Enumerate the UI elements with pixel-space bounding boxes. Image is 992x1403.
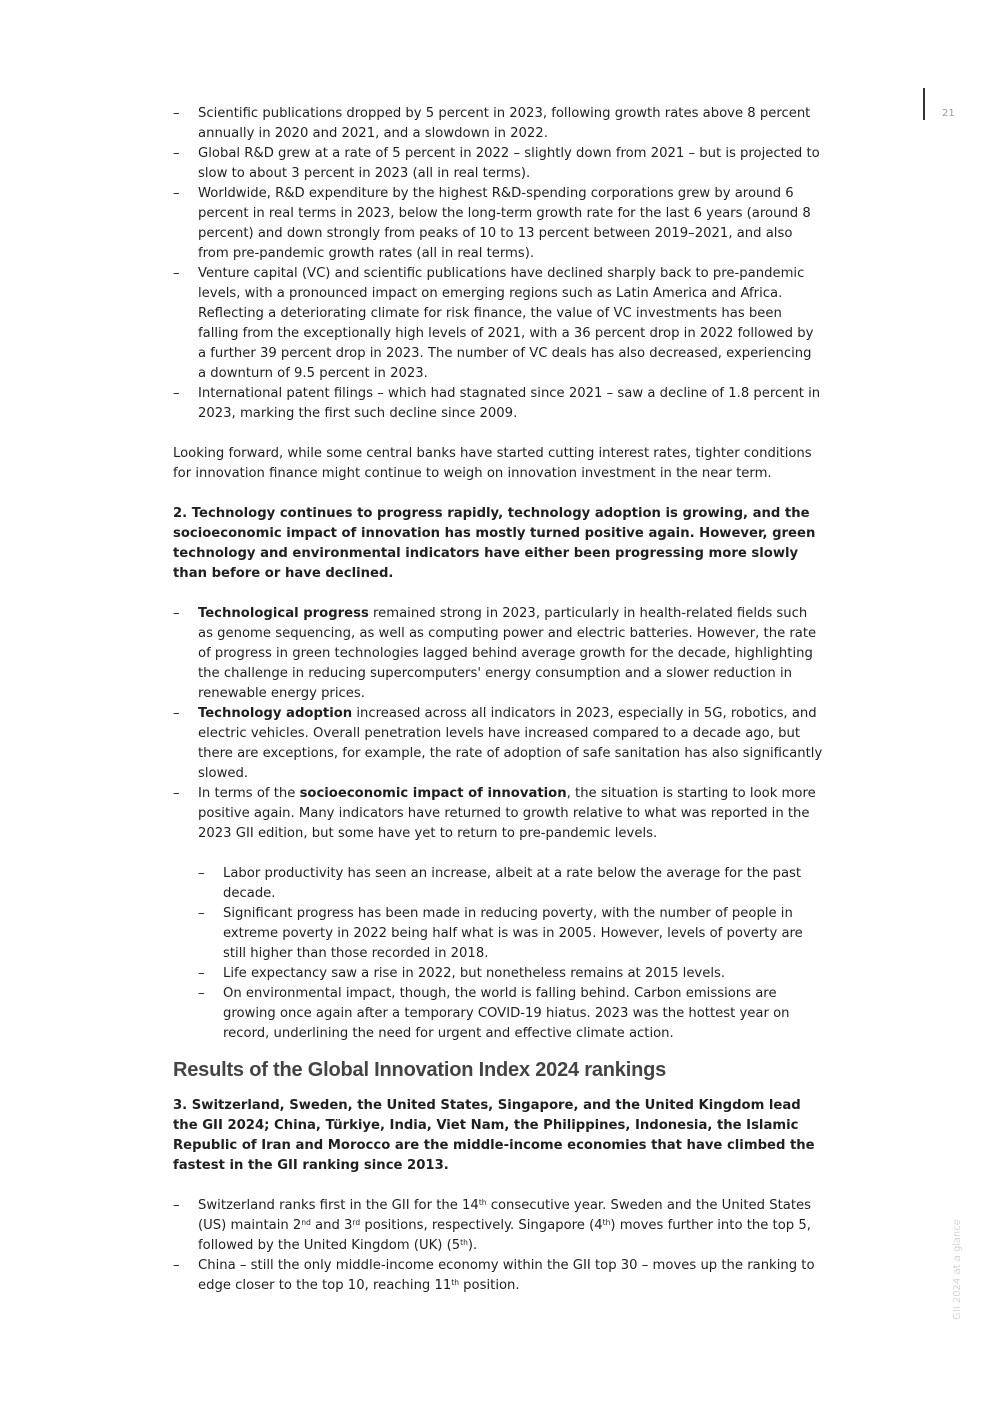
bold-term: Technology adoption: [198, 706, 353, 721]
list-item: – China – still the only middle-income economy within the GII top 30 – moves up the ranking to edge closer to the top 10, reaching 11th position.: [173, 1256, 823, 1296]
list-item: – On environmental impact, though, the world is falling behind. Carbon emissions are growing once again after a temporary COVID-19 hiatus. 2023 was the hottest year on record, underlining the need for urgent and effective climate action.: [198, 984, 823, 1044]
paragraph-looking-forward: Looking forward, while some central banks have started cutting interest rates, tighter conditions for innovation finance might continue to weigh on innovation investment in the near term.: [173, 446, 812, 481]
list-item: – Venture capital (VC) and scientific publications have declined sharply back to pre-pandemic levels, with a pronounced impact on emerging regions such as Latin America and Africa. Reflecting a deteriorating climate for risk finance, the value of VC investments has been falling from the exceptionally high levels of 2021, with a 36 percent drop in 2022 followed by a further 39 percent drop in 2023. The number of VC deals has also decreased, experiencing a downturn of 9.5 percent in 2023.: [173, 264, 823, 384]
list-item: – Worldwide, R&D expenditure by the highest R&D-spending corporations grew by around 6 percent in real terms in 2023, below the long-term growth rate for the last 6 years (around 8 percent) and down strongly from peaks of 10 to 13 percent between 2019–2021, and also from pre-pandemic growth rates (all in real terms).: [173, 184, 823, 264]
list-item: – Labor productivity has seen an increase, albeit at a rate below the average for the past decade.: [198, 864, 823, 904]
lead-statement-3: 3. Switzerland, Sweden, the United States, Singapore, and the United Kingdom lead the GII 2024; China, Türkiye, India, Viet Nam, the Philippines, Indonesia, the Islamic Republic of Iran and Morocco are the middle-income economies that have climbed the fastest in the GII ranking since 2013.: [173, 1098, 815, 1173]
list-item: – Significant progress has been made in reducing poverty, with the number of people in extreme poverty in 2022 being half what is was in 2005. However, levels of poverty are still higher than those recorded in 2018.: [198, 904, 823, 964]
bold-term: socioeconomic impact of innovation: [299, 786, 567, 801]
page-body: [173, 104, 823, 1296]
list-item: – Switzerland ranks first in the GII for the 14th consecutive year. Sweden and the United States (US) maintain 2nd and 3rd positions, respectively. Singapore (4th) moves further into the top 5, followed by the United Kingdom (UK) (5th).: [173, 1196, 823, 1256]
list-item: – Technological progress remained strong in 2023, particularly in health-related fields such as genome sequencing, as well as computing power and electric batteries. However, the rate of progress in green technologies lagged behind average growth for the decade, highlighting the challenge in reducing supercomputers' energy consumption and a slower reduction in renewable energy prices.: [173, 604, 823, 704]
bold-term: Technological progress: [198, 606, 369, 621]
page-number: 21: [942, 108, 955, 119]
list-item: – Technology adoption increased across all indicators in 2023, especially in 5G, robotics, and electric vehicles. Overall penetration levels have increased compared to a decade ago, but there are exceptions, for example, the rate of adoption of safe sanitation has also significantly slowed.: [173, 704, 823, 784]
list-item: – Scientific publications dropped by 5 percent in 2023, following growth rates above 8 percent annually in 2020 and 2021, and a slowdown in 2022.: [173, 104, 823, 144]
section-heading: Results of the Global Innovation Index 2024 rankings: [173, 1059, 667, 1081]
list-item: – In terms of the socioeconomic impact of innovation, the situation is starting to look more positive again. Many indicators have returned to growth relative to what was reported in the 2023 GII edition, but some have yet to return to pre-pandemic levels.: [173, 784, 823, 844]
bullet-list-trends: [173, 104, 823, 424]
lead-statement-2: 2. Technology continues to progress rapidly, technology adoption is growing, and the socioeconomic impact of innovation has mostly turned positive again. However, green technology and environmental indicators have either been progressing more slowly than before or have declined.: [173, 506, 816, 581]
page-number-rule: [923, 88, 925, 120]
list-item: – Global R&D grew at a rate of 5 percent in 2022 – slightly down from 2021 – but is projected to slow to about 3 percent in 2023 (all in real terms).: [173, 144, 823, 184]
running-title: GII 2024 at a glance: [952, 1219, 963, 1320]
bullet-list-socioeconomic: [173, 864, 823, 1044]
list-item: – Life expectancy saw a rise in 2022, but nonetheless remains at 2015 levels.: [198, 964, 823, 984]
list-item: – International patent filings – which had stagnated since 2021 – saw a decline of 1.8 percent in 2023, marking the first such decline since 2009.: [173, 384, 823, 424]
bullet-list-rankings: [173, 1196, 823, 1296]
bullet-list-technology: [173, 604, 823, 844]
